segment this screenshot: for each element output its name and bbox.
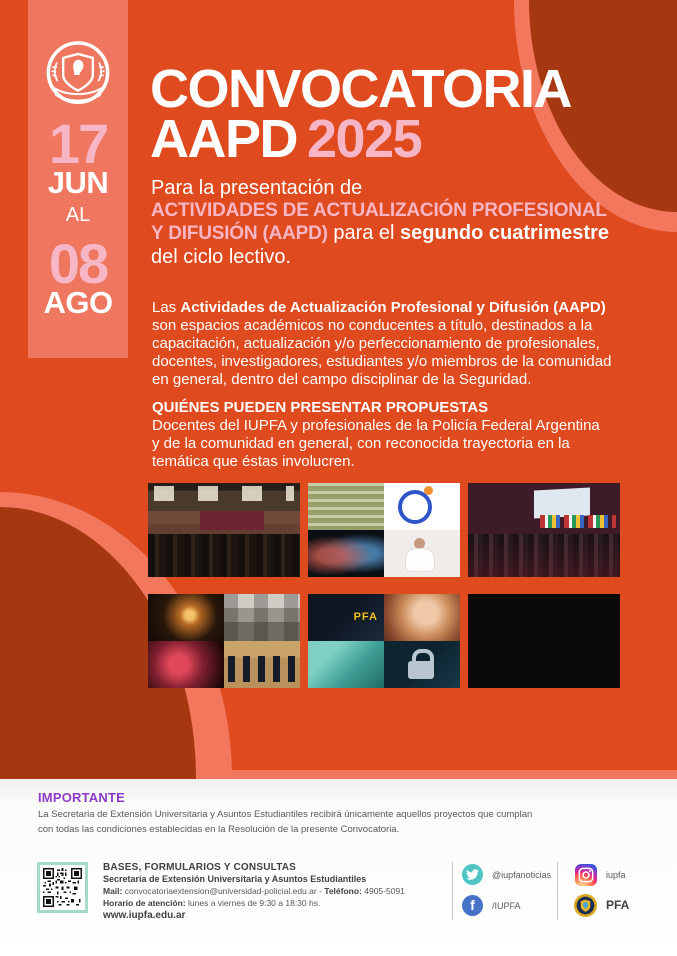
photo-art (384, 641, 460, 688)
date-sidebar (28, 0, 128, 358)
contact-block (103, 861, 405, 922)
date-from-month: JUN (47, 165, 109, 200)
important-note (38, 807, 532, 837)
photo-auditorium-flags-screen (468, 483, 620, 577)
photo-art (148, 534, 300, 577)
date-to-day: 08 (48, 232, 108, 295)
pfa-badge-icon (573, 893, 598, 918)
photo-collage-idea-workshop-face-police (148, 594, 300, 688)
about-line5: en general, dentro del campo disciplinar de la Seguridad. (152, 371, 532, 388)
pfa-jacket-text: PFA (353, 610, 378, 623)
title-aapd: AAPD (150, 109, 298, 169)
footer-divider-2 (557, 862, 558, 920)
date-connector: AL (65, 204, 91, 226)
date-to-month: AGO (43, 285, 113, 320)
about-paragraph (152, 299, 611, 389)
photo-art (408, 661, 434, 679)
title-year: 2025 (307, 109, 422, 169)
date-from-day: 17 (48, 112, 108, 175)
quienes-line3: temática que éstas involucren. (152, 453, 355, 470)
photo-art (406, 549, 434, 571)
footer-section (0, 779, 677, 956)
twitter-handle[interactable]: @iupfanoticias (492, 870, 552, 880)
page-title (150, 59, 572, 169)
title-line1: CONVOCATORIA (150, 59, 572, 119)
photo-art (148, 594, 224, 641)
important-line2: con todas las condiciones establecidas en la Resolución de la presente Convocatoria. (38, 824, 400, 835)
photo-art (228, 656, 296, 682)
photo-art (384, 594, 460, 641)
quienes-line1: Docentes del IUPFA y profesionales de la Policía Federal Argentina (152, 417, 600, 434)
photo-art (148, 641, 224, 688)
about-line1: Las Actividades de Actualización Profesional y Difusión (AAPD) (152, 299, 606, 316)
photo-collage-pfa-forensics-portrait-lock (308, 594, 460, 688)
quienes-heading: QUIÉNES PUEDEN PRESENTAR PROPUESTAS (152, 399, 489, 416)
about-line2: son espacios académicos no conducentes a título, destinados a la (152, 317, 593, 334)
photo-art (534, 488, 590, 519)
contact-hours-line: Horario de atención: lunes a viernes de 9:30 a 18:30 hs. (103, 897, 321, 908)
photo-art (200, 511, 264, 530)
photo-art (540, 515, 616, 528)
intro-paragraph (151, 177, 609, 268)
photo-art (154, 486, 294, 501)
photo-art (384, 530, 460, 577)
qr-code (37, 862, 88, 913)
photo-art (308, 483, 384, 530)
instagram-handle[interactable]: iupfa (606, 870, 626, 880)
footer-divider-1 (452, 862, 453, 920)
iupfa-emblem-icon (39, 36, 117, 114)
photo-art (424, 486, 433, 495)
pfa-label: PFA (606, 898, 630, 912)
date-range (28, 112, 128, 320)
photo-art (308, 530, 384, 577)
intro-line3: Y DIFUSIÓN (AAPD) para el segundo cuatrimestre (151, 222, 609, 244)
photo-art (384, 483, 460, 530)
quienes-line2: y de la comunidad en general, con reconocida trayectoria en la (152, 435, 570, 452)
contact-phone: 4905-5091 (361, 885, 405, 896)
photo-grid (148, 483, 620, 688)
contact-email[interactable]: convocatoriaextension@universidad-policial.edu.ar (122, 885, 317, 896)
clock-icon (398, 490, 432, 524)
contact-office: Secretaría de Extensión Universitaria y Asuntos Estudiantiles (103, 874, 367, 884)
intro-line1: Para la presentación de (151, 177, 363, 199)
photo-art (308, 641, 384, 688)
contact-mail-line: Mail: convocatoriaextension@universidad-policial.edu.ar - Teléfono: 4905-5091 (103, 885, 405, 896)
facebook-handle[interactable]: /IUPFA (492, 901, 521, 911)
photo-videoconference-grid (468, 594, 620, 688)
photo-art (414, 538, 425, 549)
title-line2 (150, 109, 571, 169)
photo-collage-money-clock-faces-meditation (308, 483, 460, 577)
intro-line4: del ciclo lectivo. (151, 245, 292, 268)
intro-caps1: ACTIVIDADES DE ACTUALIZACIÓN PROFESIONAL (151, 199, 607, 221)
website-link[interactable]: www.iupfa.edu.ar (103, 910, 186, 922)
contact-heading: BASES, FORMULARIOS Y CONSULTAS (103, 862, 297, 873)
instagram-icon[interactable] (575, 864, 597, 886)
photo-art (224, 594, 300, 641)
quienes-section (152, 399, 600, 471)
important-line1: La Secretaria de Extensión Universitaria y Asuntos Estudiantiles recibirá únicamente aquellos proyectos que cumplan (38, 809, 533, 820)
photo-art (468, 534, 620, 577)
twitter-icon[interactable] (462, 864, 483, 885)
important-heading: IMPORTANTE (38, 790, 125, 805)
photo-art (224, 641, 300, 688)
facebook-icon[interactable]: f (462, 895, 483, 916)
about-line3: capacitación, actualización y/o perfeccionamiento de profesionales, (152, 335, 600, 352)
about-line4: docentes, investigadores, estudiantes y/o miembros de la comunidad (152, 353, 612, 370)
photo-art (308, 594, 384, 641)
photo-auditorium-lecture (148, 483, 300, 577)
